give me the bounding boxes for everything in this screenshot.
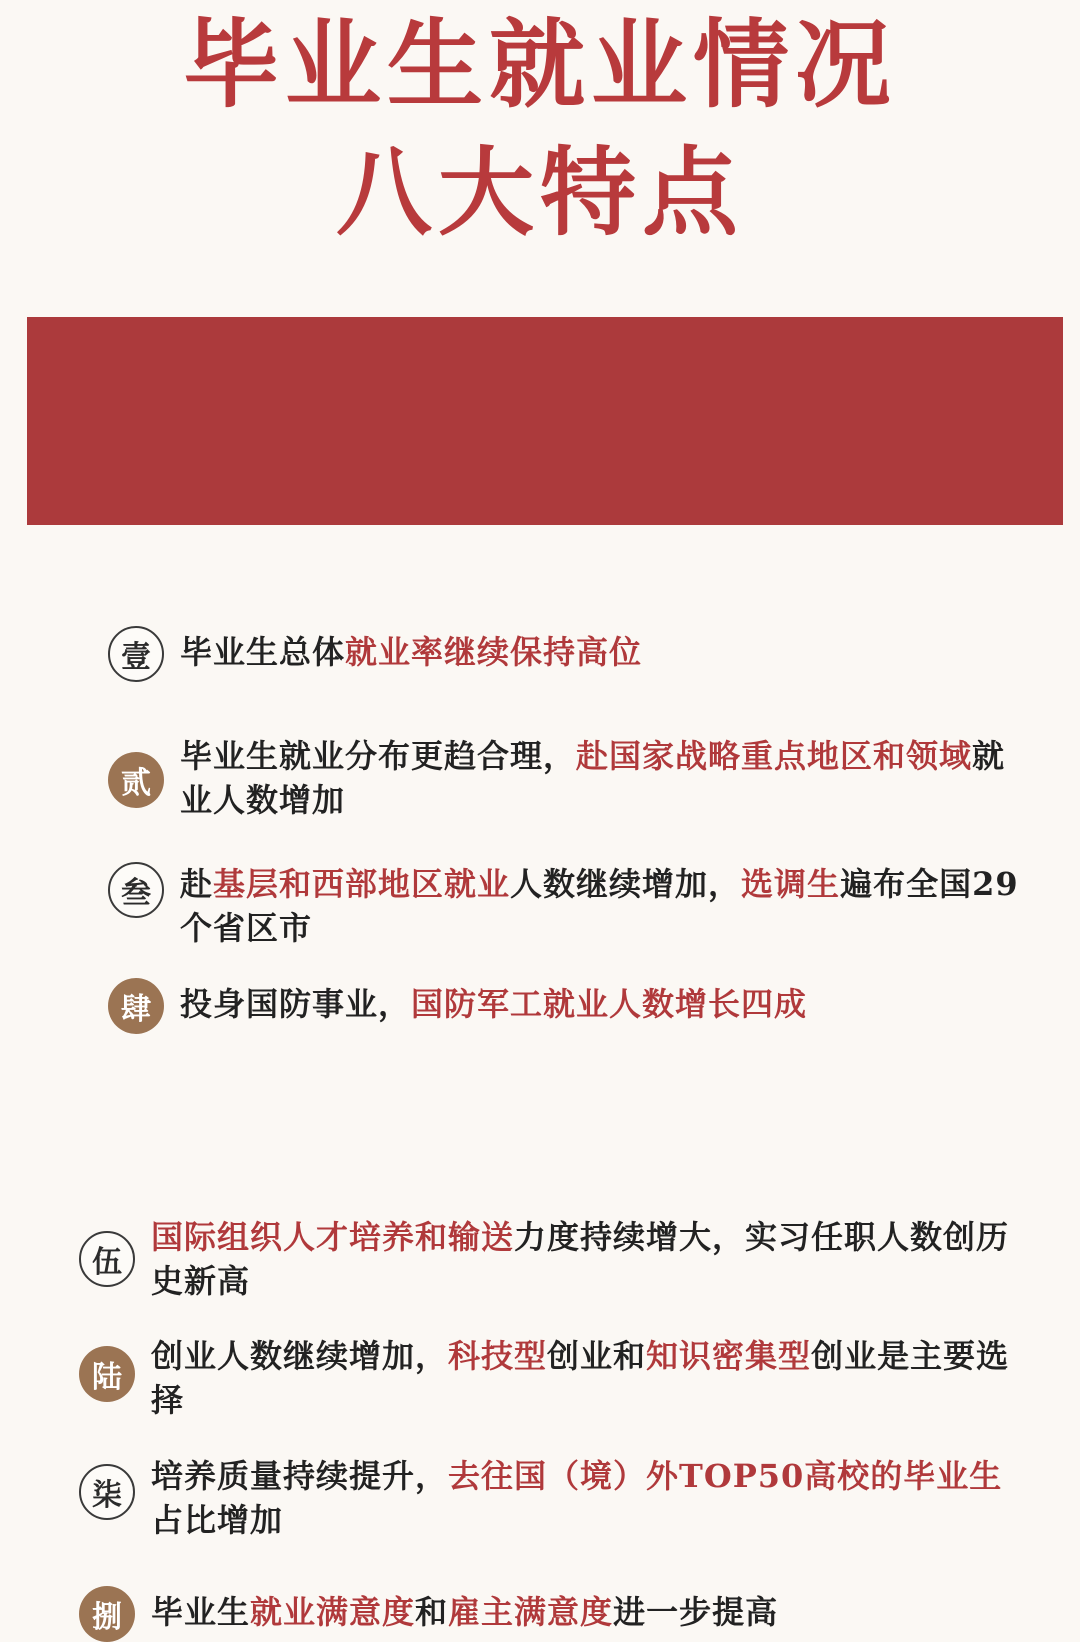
ordinal-badge: 贰 [108,752,164,808]
feature-item-6 [79,1334,1019,1422]
text-segment: 选调生 [741,865,841,903]
feature-item-4 [108,978,1008,1034]
feature-text [151,1590,778,1634]
feature-text [151,1215,1019,1303]
feature-text [180,982,807,1026]
feature-text [180,734,1020,822]
page-title-line-2: 八大特点 [336,136,744,249]
text-segment: 科技型 [448,1337,548,1375]
text-segment: 雇主满意度 [448,1593,614,1631]
text-segment: 毕业生 [151,1593,251,1631]
page-title-line-1: 毕业生就业情况 [183,8,897,121]
text-segment: 毕业生就业分布更趋合理， [180,737,577,775]
ordinal-badge: 陆 [79,1346,135,1402]
ordinal-badge: 壹 [108,626,164,682]
banner-block [27,317,1063,525]
text-segment: 就业人数增加 [180,737,1006,819]
text-segment: 毕业生总体 [180,633,346,671]
text-segment: 和 [415,1593,449,1631]
text-segment: 就业率继续保持高位 [345,633,643,671]
text-segment: 投身国防事业， [180,985,412,1023]
ordinal-badge: 肆 [108,978,164,1034]
text-segment: 去往国（境）外TOP50高校的毕业生 [448,1457,1003,1495]
text-segment: 知识密集型 [646,1337,812,1375]
feature-item-7 [79,1454,1019,1542]
feature-text [151,1454,1019,1542]
text-segment: 国际组织人才培养和输送 [151,1218,515,1256]
ordinal-badge: 叁 [108,862,164,918]
feature-item-8 [79,1586,1019,1642]
feature-text [151,1334,1019,1422]
text-segment: 人数继续增加， [510,865,742,903]
ordinal-badge: 伍 [79,1231,135,1287]
text-segment: 占比增加 [151,1501,284,1539]
text-segment: 赴 [180,865,214,903]
ordinal-badge: 柒 [79,1464,135,1520]
text-segment: 培养质量持续提升， [151,1457,449,1495]
feature-item-1 [108,626,1008,682]
feature-text [180,862,1020,950]
text-segment: 力度持续增大，实习任职人数创历史新高 [151,1218,1010,1300]
text-segment: 创业和 [547,1337,647,1375]
text-segment: 基层和西部地区就业 [213,865,511,903]
text-segment: 创业人数继续增加， [151,1337,449,1375]
text-segment: 国防军工就业人数增长四成 [411,985,808,1023]
text-segment: 就业满意度 [250,1593,416,1631]
feature-item-5 [79,1215,1019,1303]
text-segment: 创业是主要选择 [151,1337,1010,1419]
feature-item-3 [108,862,1020,950]
feature-text [180,630,642,674]
ordinal-badge: 捌 [79,1586,135,1642]
text-segment: 进一步提高 [613,1593,779,1631]
text-segment: 遍布全国29个省区市 [180,865,1019,947]
text-segment: 赴国家战略重点地区和领域 [576,737,973,775]
feature-item-2 [108,734,1020,822]
